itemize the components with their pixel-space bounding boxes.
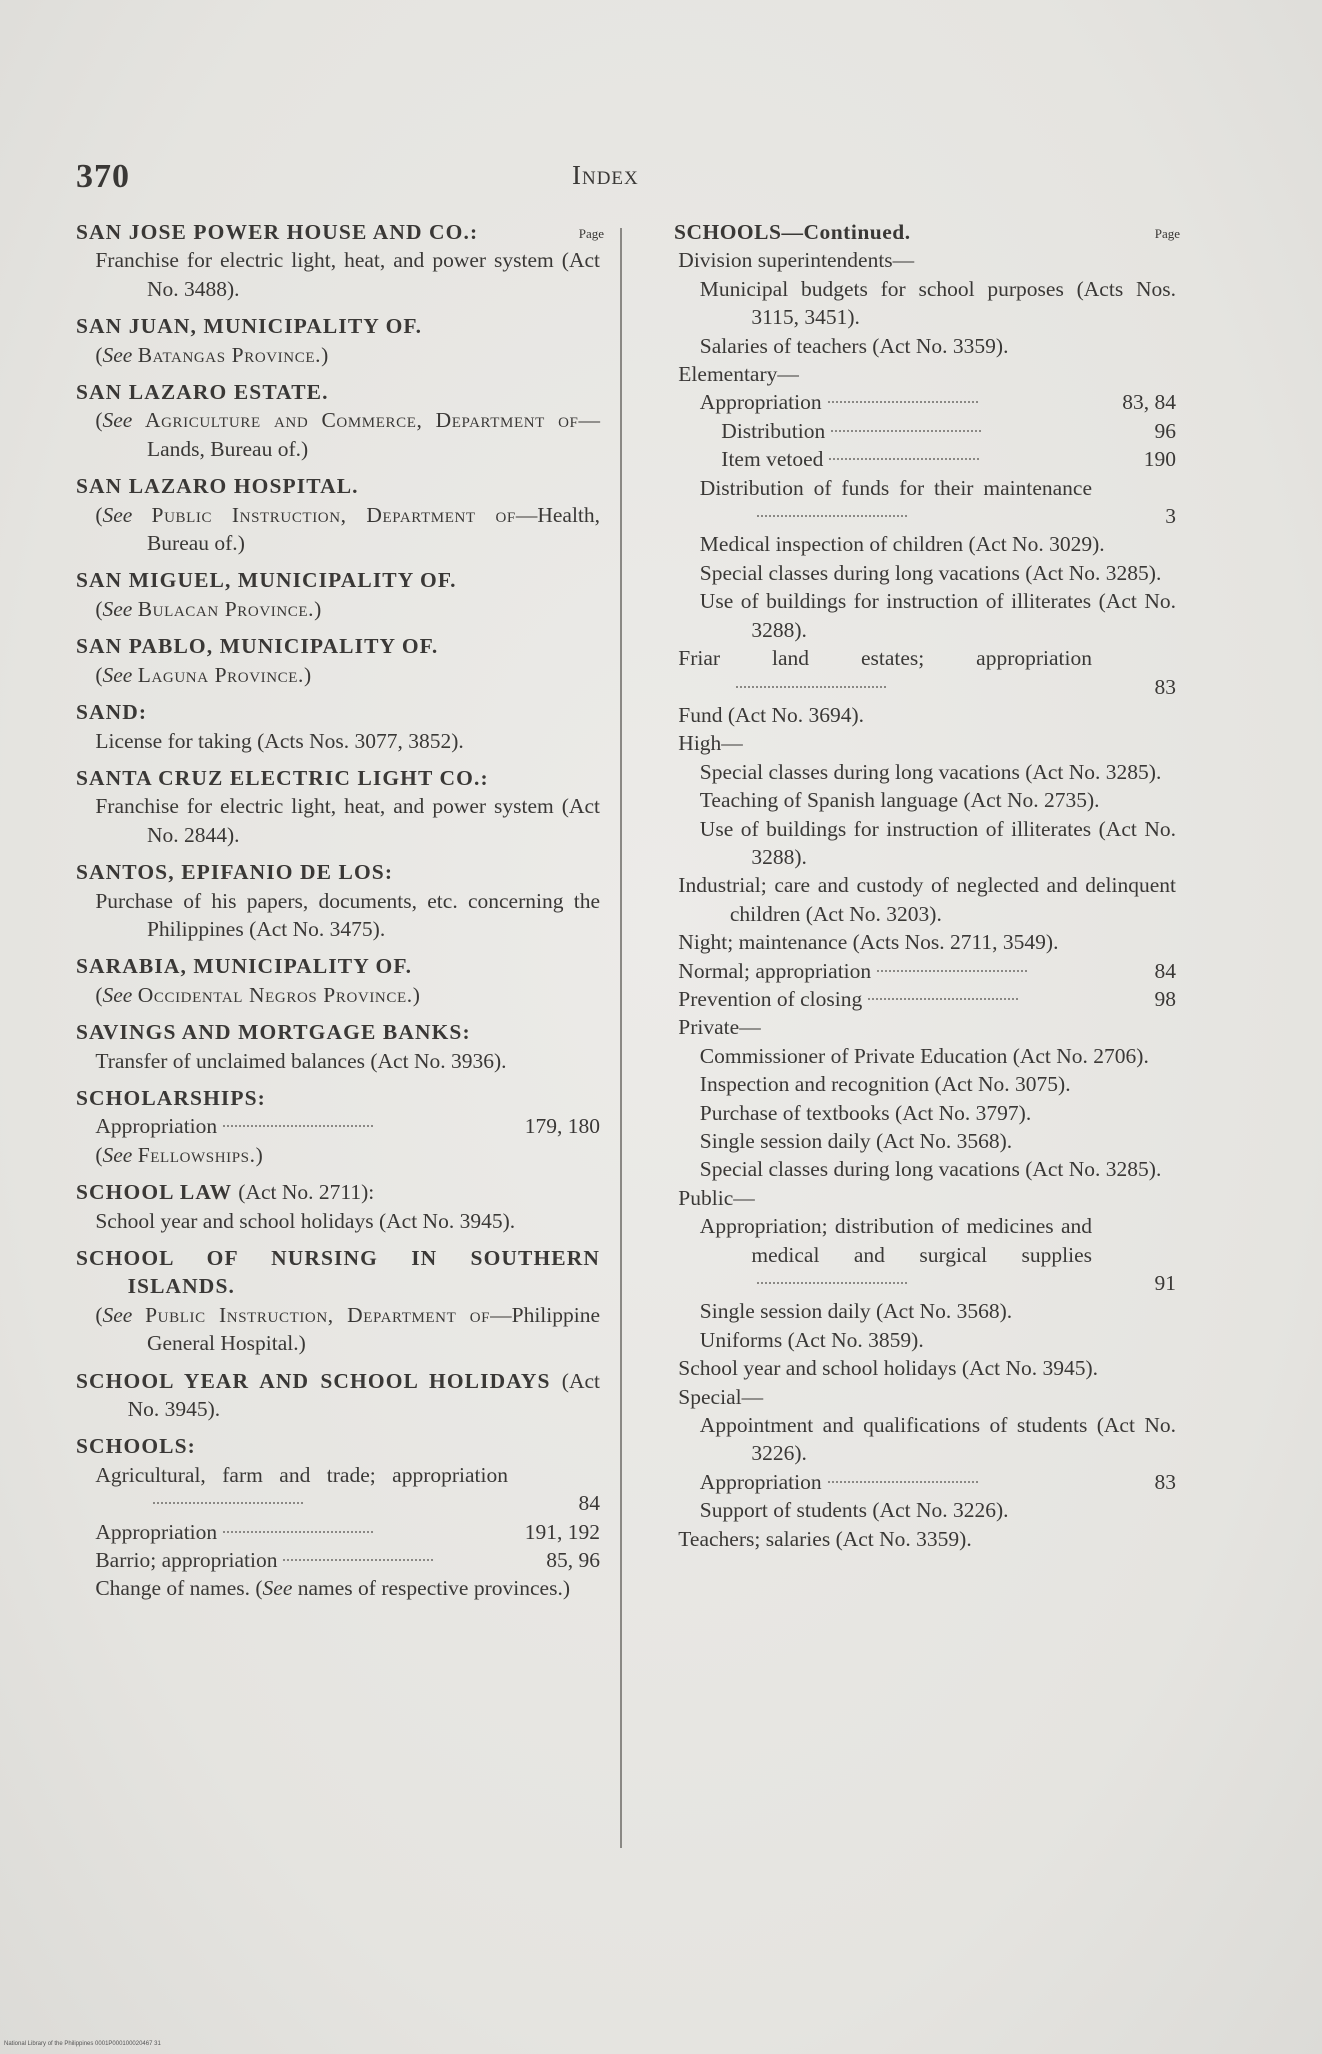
index-subentry — [674, 1070, 1176, 1098]
cross-reference-rest: names of respective provinces. — [297, 1576, 563, 1601]
entry-text: Uniforms (Act No. 3859). — [699, 1327, 924, 1352]
index-subentry — [674, 985, 1176, 1013]
index-subentry — [674, 815, 1176, 872]
index-subentry — [674, 1099, 1176, 1127]
index-subentry — [674, 530, 1176, 558]
index-entry — [76, 218, 600, 303]
entry-text: Item vetoed — [721, 447, 824, 472]
index-subentry — [76, 1207, 600, 1235]
entry-text: Normal; appropriation — [678, 958, 872, 983]
running-head: Index — [572, 160, 639, 190]
index-subentry — [674, 559, 1176, 587]
index-subentry: (See Fellowships.) — [95, 1142, 263, 1167]
index-entry — [76, 952, 600, 1009]
heading-text: SANTA CRUZ ELECTRIC LIGHT CO.: — [76, 765, 489, 790]
entry-heading — [76, 1084, 600, 1112]
entry-text: Special classes during long vacations (Act No. 3285). — [699, 759, 1162, 784]
dot-leader — [736, 686, 886, 688]
index-subentry — [674, 1013, 1176, 1041]
entry-text: Single session daily (Act No. 3568). — [699, 1299, 1013, 1324]
entry-text: Appropriation — [699, 390, 822, 415]
entry-heading — [76, 1432, 600, 1460]
index-subentry — [674, 246, 1176, 274]
heading-text: SAVINGS AND MORTGAGE BANKS: — [76, 1020, 471, 1045]
index-entry — [76, 698, 600, 755]
page-reference: 3 — [1165, 504, 1176, 529]
entry-text: Fund (Act No. 3694). — [678, 702, 865, 727]
index-subentry — [674, 388, 1176, 416]
entry-text: Use of buildings for instruction of illiterates (Act No. 3288). — [699, 816, 1176, 869]
cross-reference: Public Instruction, Department of — [151, 502, 516, 527]
entry-heading — [76, 1244, 600, 1301]
dot-leader — [829, 458, 979, 460]
page-reference: 91 — [1154, 1271, 1176, 1296]
index-subentry — [76, 1047, 600, 1075]
index-subentry — [674, 1383, 1176, 1411]
heading-text: SCHOLARSHIPS: — [76, 1085, 266, 1110]
entry-heading — [76, 218, 600, 246]
page-reference: 179, 180 — [524, 1114, 600, 1139]
index-subentry — [76, 727, 600, 755]
index-subentry — [674, 758, 1176, 786]
index-subentry — [76, 246, 600, 303]
entry-heading — [76, 378, 600, 406]
heading-text: SARABIA, MUNICIPALITY OF. — [76, 954, 413, 979]
index-entry — [76, 1367, 600, 1424]
index-column-left — [76, 218, 604, 1612]
index-entry — [76, 858, 600, 943]
index-column-right — [674, 218, 1180, 1553]
entry-text: Purchase of textbooks (Act No. 3797). — [699, 1100, 1032, 1125]
dot-leader — [757, 515, 907, 517]
entry-heading — [76, 764, 600, 792]
heading-text: SAN LAZARO HOSPITAL. — [76, 474, 359, 499]
entry-text: Support of students (Act No. 3226). — [699, 1498, 1009, 1523]
entry-heading — [76, 1018, 600, 1046]
entry-text: Special classes during long vacations (Act No. 3285). — [699, 560, 1162, 585]
heading-text: SCHOOL LAW — [76, 1180, 232, 1205]
entry-text: Purchase of his papers, documents, etc. concerning the Philippines (Act No. 3475). — [95, 888, 600, 941]
index-entry — [76, 312, 600, 369]
index-subentry — [674, 1326, 1176, 1354]
index-subentry — [674, 1127, 1176, 1155]
index-subentry: (See Agriculture and Commerce, Department of—Lands, Bureau of.) — [95, 408, 600, 461]
index-entry — [76, 764, 600, 849]
entry-text: Public— — [678, 1185, 755, 1210]
index-subentry: (See Bulacan Province.) — [95, 596, 322, 621]
entry-text: Inspection and recognition (Act No. 3075). — [699, 1072, 1071, 1097]
see-label: See — [102, 502, 133, 527]
entry-text: Friar land estates; appropriation — [678, 646, 1092, 671]
entry-text: Special classes during long vacations (Act No. 3285). — [699, 1157, 1162, 1182]
cross-reference: Batangas Province. — [137, 342, 322, 367]
index-subentry — [76, 1461, 600, 1518]
index-subentry — [674, 1184, 1176, 1212]
index-subentry — [674, 729, 1176, 757]
index-subentry — [674, 474, 1176, 531]
index-subentry: Change of names. (See names of respective provinces.) — [95, 1576, 570, 1601]
entry-heading — [76, 472, 600, 500]
dot-leader — [223, 1125, 373, 1127]
entry-text: Change of names. — [95, 1576, 250, 1601]
page-reference: 83, 84 — [1122, 390, 1176, 415]
heading-text: SCHOOLS: — [76, 1434, 196, 1459]
page-reference: 84 — [1154, 958, 1176, 983]
dot-leader — [828, 1481, 978, 1483]
entry-text: Franchise for electric light, heat, and power system (Act No. 3488). — [95, 248, 600, 301]
cross-reference: Public Instruction, Department of — [145, 1302, 491, 1327]
heading-text: SAN LAZARO ESTATE. — [76, 380, 329, 405]
see-label: See — [102, 342, 133, 367]
index-subentry — [674, 1297, 1176, 1325]
entry-text: Special— — [678, 1384, 764, 1409]
index-subentry — [674, 417, 1176, 445]
index-entry — [76, 1084, 600, 1169]
entry-text: Private— — [678, 1015, 761, 1040]
index-entry — [76, 378, 600, 463]
cross-reference: Bulacan Province. — [137, 596, 315, 621]
index-subentry — [674, 275, 1176, 332]
page-reference: 96 — [1154, 418, 1176, 443]
cross-reference-rest: —Lands, Bureau of. — [146, 408, 600, 461]
index-subentry — [76, 792, 600, 849]
entry-text: Barrio; appropriation — [95, 1548, 278, 1573]
cross-reference-rest: —Health, Bureau of. — [146, 502, 601, 556]
page-reference: 85, 96 — [546, 1548, 600, 1573]
index-subentry — [76, 1546, 600, 1574]
entry-text: Distribution — [721, 418, 826, 443]
scan-footer: National Library of the Philippines 0001P000100020467 31 — [4, 2041, 161, 2047]
index-subentry — [674, 928, 1176, 956]
index-subentry — [674, 587, 1176, 644]
see-label: See — [102, 1302, 133, 1327]
index-subentry — [674, 644, 1176, 701]
heading-text: SCHOOL OF NURSING IN SOUTHERN ISLANDS. — [76, 1246, 600, 1299]
index-entry — [76, 1018, 600, 1075]
entry-text: Appropriation — [699, 1469, 822, 1494]
column-divider — [620, 228, 622, 1848]
index-subentry — [674, 332, 1176, 360]
dot-leader — [223, 1531, 373, 1533]
heading-text: SAN PABLO, MUNICIPALITY OF. — [76, 634, 439, 659]
index-entry — [76, 566, 600, 623]
dot-leader — [153, 1502, 303, 1504]
entry-text: Night; maintenance (Acts Nos. 2711, 3549). — [678, 930, 1059, 955]
index-subentry — [674, 871, 1176, 928]
cross-reference: Occidental Negros Province. — [137, 982, 413, 1007]
cross-reference: Laguna Province. — [137, 662, 305, 687]
index-subentry — [674, 360, 1176, 388]
entry-text: Teaching of Spanish language (Act No. 2735). — [699, 788, 1100, 813]
entry-heading — [76, 566, 600, 594]
index-subentry — [674, 1525, 1176, 1553]
page-reference: 190 — [1143, 447, 1176, 472]
entry-heading — [76, 698, 600, 726]
page-column-header: Page — [1154, 226, 1180, 241]
index-subentry — [674, 1468, 1176, 1496]
entry-text: Franchise for electric light, heat, and power system (Act No. 2844). — [95, 794, 600, 847]
entry-text: Salaries of teachers (Act No. 3359). — [699, 333, 1009, 358]
index-subentry — [674, 1411, 1176, 1468]
dot-leader — [828, 401, 978, 403]
entry-heading — [76, 858, 600, 886]
entry-text: Elementary— — [678, 362, 799, 387]
index-subentry — [674, 1042, 1176, 1070]
index-subentry — [674, 701, 1176, 729]
index-subentry — [674, 1212, 1176, 1297]
entry-text: Prevention of closing — [678, 986, 863, 1011]
see-label: See — [102, 662, 133, 687]
entry-heading — [76, 1367, 600, 1424]
continued-heading: SCHOOLS—Continued. — [674, 220, 911, 244]
page-reference: 84 — [578, 1491, 600, 1516]
index-subentry — [674, 445, 1176, 473]
page-number: 370 — [76, 158, 130, 195]
entry-text: Use of buildings for instruction of illiterates (Act No. 3288). — [699, 589, 1176, 642]
index-entry — [76, 632, 600, 689]
entry-text: Medical inspection of children (Act No. 3029). — [699, 532, 1105, 557]
entry-text: Transfer of unclaimed balances (Act No. 3936). — [95, 1048, 507, 1073]
index-subentry — [674, 957, 1176, 985]
entry-text: Appointment and qualifications of students (Act No. 3226). — [699, 1413, 1176, 1466]
index-subentry — [76, 1112, 600, 1140]
entry-text: School year and school holidays (Act No. 3945). — [95, 1208, 516, 1233]
heading-text: SAN JUAN, MUNICIPALITY OF. — [76, 314, 423, 339]
index-subentry — [674, 1354, 1176, 1382]
entry-text: Agricultural, farm and trade; appropriation — [95, 1462, 508, 1487]
heading-text: SCHOOL YEAR AND SCHOOL HOLIDAYS — [76, 1368, 551, 1393]
heading-note: (Act No. 3945). — [127, 1368, 600, 1422]
dot-leader — [283, 1559, 433, 1561]
see-label: See — [262, 1576, 293, 1601]
entry-text: Division superintendents— — [678, 248, 915, 273]
entry-text: Appropriation; distribution of medicines and medical and surgical supplies — [699, 1214, 1092, 1267]
see-label: See — [102, 408, 133, 433]
see-label: See — [102, 982, 133, 1007]
entry-text: Commissioner of Private Education (Act No. 2706). — [699, 1043, 1149, 1068]
entry-heading — [76, 312, 600, 340]
index-subentry: (See Occidental Negros Province.) — [95, 982, 420, 1007]
index-subentry: (See Public Instruction, Department of—Philippine General Hospital.) — [95, 1302, 601, 1356]
index-subentry: (See Laguna Province.) — [95, 662, 312, 687]
heading-text: SAN MIGUEL, MUNICIPALITY OF. — [76, 568, 457, 593]
entry-text: Appropriation — [95, 1114, 218, 1139]
index-subentry — [674, 1496, 1176, 1524]
cross-reference: Fellowships. — [137, 1142, 256, 1167]
index-entry — [76, 472, 600, 557]
index-subentry — [76, 887, 600, 944]
see-label: See — [102, 596, 133, 621]
index-subentry: (See Batangas Province.) — [95, 342, 329, 367]
page-reference: 191, 192 — [524, 1519, 600, 1544]
index-subentry — [674, 786, 1176, 814]
entry-text: Industrial; care and custody of neglected and delinquent children (Act No. 3203). — [678, 873, 1176, 926]
entry-text: Appropriation — [95, 1519, 218, 1544]
index-subentry — [76, 1518, 600, 1546]
dot-leader — [831, 430, 981, 432]
page-reference: 83 — [1154, 1469, 1176, 1494]
entry-text: High— — [678, 731, 743, 756]
entry-heading — [76, 632, 600, 660]
dot-leader — [868, 998, 1018, 1000]
heading-text: SAN JOSE POWER HOUSE AND CO.: — [76, 220, 479, 244]
cross-reference: Agriculture and Commerce, Department of — [144, 408, 579, 433]
heading-note: (Act No. 2711): — [238, 1180, 375, 1205]
entry-heading — [76, 952, 600, 980]
entry-heading — [76, 1178, 600, 1206]
index-entry — [76, 1178, 600, 1235]
dot-leader — [757, 1282, 907, 1284]
index-entry — [76, 1244, 600, 1358]
heading-text: SAND: — [76, 700, 148, 725]
index-entry — [76, 1432, 600, 1602]
see-label: See — [102, 1142, 133, 1167]
entry-text: School year and school holidays (Act No. 3945). — [678, 1356, 1099, 1381]
dot-leader — [877, 970, 1027, 972]
entry-text: Distribution of funds for their maintenance — [699, 475, 1092, 500]
index-subentry — [674, 1155, 1176, 1183]
page-column-header: Page — [578, 226, 604, 241]
entry-text: License for taking (Acts Nos. 3077, 3852). — [95, 728, 464, 753]
entry-text: Single session daily (Act No. 3568). — [699, 1129, 1013, 1153]
entry-text: Teachers; salaries (Act No. 3359). — [678, 1526, 972, 1551]
index-subentry: (See Public Instruction, Department of—Health, Bureau of.) — [95, 502, 601, 556]
page-reference: 83 — [1154, 674, 1176, 699]
page-reference: 98 — [1154, 986, 1176, 1011]
heading-text: SANTOS, EPIFANIO DE LOS: — [76, 860, 394, 885]
cross-reference-rest: —Philippine General Hospital. — [146, 1302, 601, 1356]
entry-text: Municipal budgets for school purposes (Acts Nos. 3115, 3451). — [699, 276, 1176, 330]
